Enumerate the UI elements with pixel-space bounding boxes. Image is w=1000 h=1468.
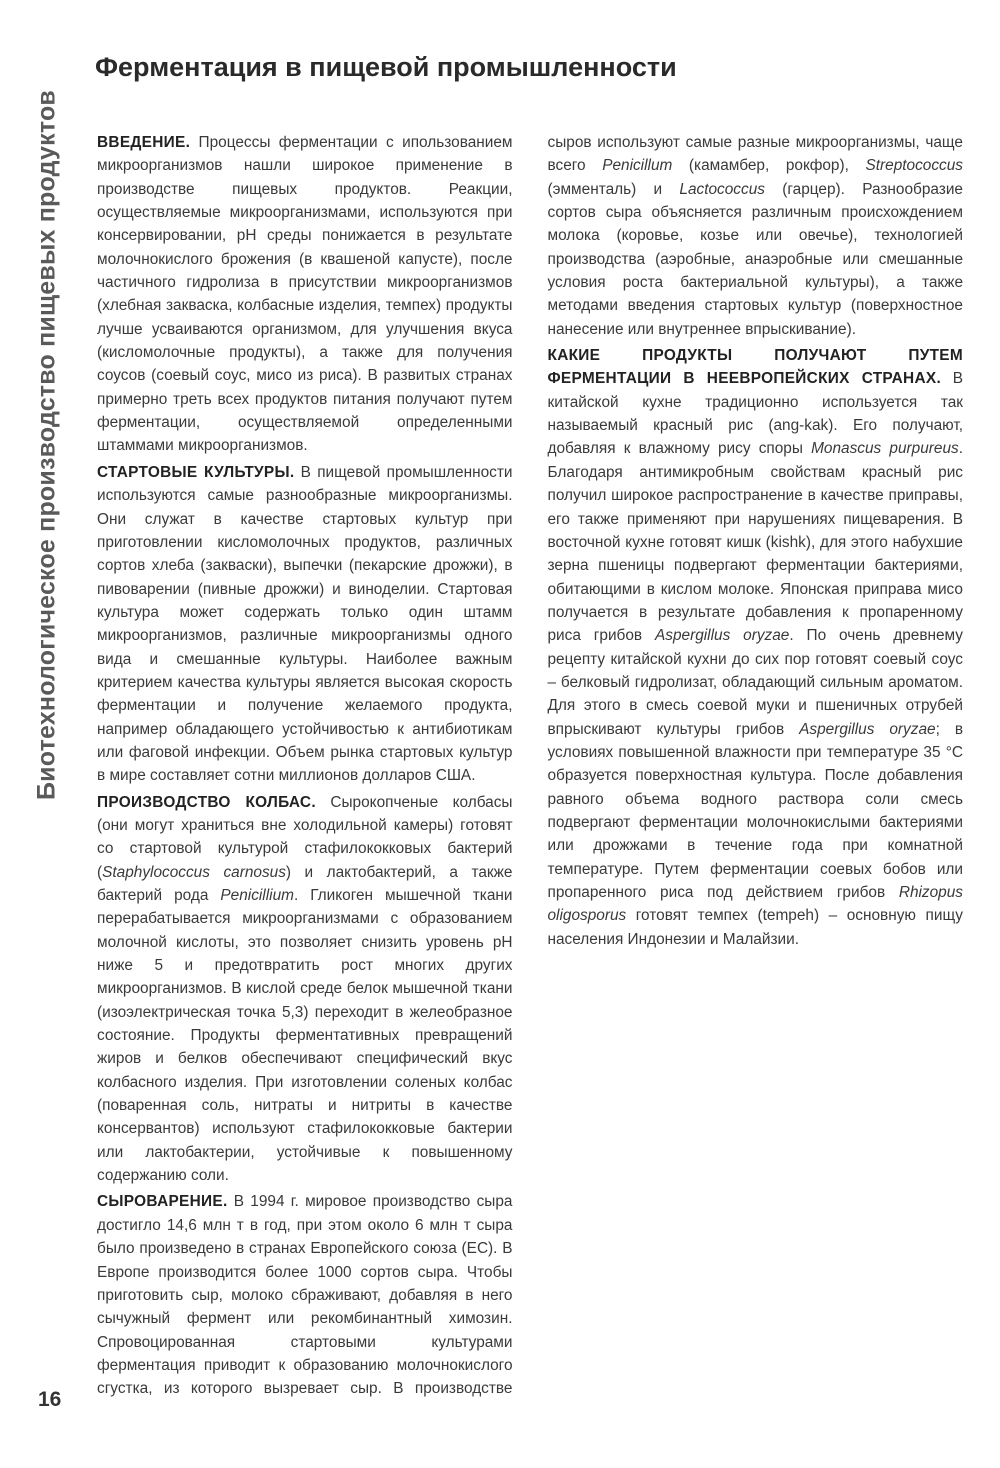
- paragraph-heading: ПРОИЗВОДСТВО КОЛБАС.: [97, 793, 316, 811]
- paragraph-heading: КАКИЕ ПРОДУКТЫ ПОЛУЧАЮТ ПУТЕМ ФЕРМЕНТАЦИИ В НЕЕВРОПЕЙСКИХ СТРАНАХ.: [547, 347, 963, 388]
- article-paragraph: [97, 791, 513, 1188]
- paragraph-text: ) и лактобактерий, а также бактерий рода: [97, 863, 513, 904]
- article-paragraph: [97, 461, 513, 788]
- paragraph-text: (эмменталь) и: [547, 180, 680, 198]
- paragraph-text: В пищевой промышленности используются самые разнообразные микроорганизмы. Они служат в качестве стартовых культур при приготовлении кисломолочных продуктов, различных сортов хлеба (закваски), выпечки (пекарские дрожжи), в пивоварении (пивные дрожжи) и виноделии. Стартовая культура может содержать только один штамм микроорганизмов, различные микроорганизмы одного вида и смешанные культуры. Наиболее важным критерием качества культуры является высокая скорость ферментации и получение желаемого продукта, например обладающего устойчивостью к антибиотикам или фаговой инфекции. Объем рынка стартовых культур в мире составляет сотни миллионов долларов США.: [97, 463, 513, 785]
- paragraph-text: В китайской кухне традиционно используется так называемый красный рис (ang-kak). Его получают, добавляя к влажному рису споры: [547, 370, 963, 458]
- latin-term: Lactococcus: [679, 180, 765, 198]
- paragraph-text: Процессы ферментации с ипользованием микроорганизмов нашли широкое применение в производстве пищевых продуктов. Реакции, осуществляемые микроорганизмами, используются при консервировании, pH среды понижается в результате молочнокислого брожения (в квашеной капусте), после частичного гидролиза в присутствии микроорганизмов (хлебная закваска, колбасные изделия, темпех) продукты лучше усваиваются организмом, для улучшения вкуса (кисломолочные продукты), а также для получения соусов (соевый соус, мисо из риса). В развитых странах примерно треть всех продуктов питания получают путем ферментации, осуществляемой определенными штаммами микроорганизмов.: [97, 134, 513, 455]
- paragraph-text: готовят темпех (tempeh) – основную пищу населения Индонезии и Малайзии.: [547, 907, 963, 948]
- paragraph-text: . По очень древнему рецепту китайской кухни до сих пор готовят соевый соус – белковый гидролизат, обладающий сильным ароматом. Для этого в смесь соевой муки и пшеничных отрубей впрыскивают культуры грибов: [547, 627, 963, 738]
- paragraph-text: . Благодаря антимикробным свойствам красный рис получил широкое распространение в качестве приправы, его также применяют при нарушениях пищеварения. В восточной кухне готовят кишк (kishk), для этого набухшие зерна пшеницы подвергают ферментации бактериями, обитающими в кислом молоке. Японская приправа мисо получается в результате добавления к пропаренному риса грибов: [547, 440, 963, 645]
- paragraph-text: ; в условиях повышенной влажности при температуре 35 °C образуется поверхностная культура. После добавления равного объема водного раствора соли смесь подвергают ферментации молочнокислыми бактериями или дрожжами в течение года при комнатной температуре. Путем ферментации соевых бобов или пропаренного риса под действием грибов: [547, 720, 963, 901]
- paragraph-text: (гарцер). Разнообразие сортов сыра объясняется различным происхождением молока (коровье, козье или овечье), технологией производства (аэробные, анаэробные или смешанные условия роста бактериальной культуры), а также методами введения стартовых культур (поверхностное нанесение или внутреннее впрыскивание).: [547, 180, 963, 338]
- paragraph-heading: СТАРТОВЫЕ КУЛЬТУРЫ.: [97, 463, 295, 481]
- latin-term: Aspergillus oryzae: [655, 627, 790, 645]
- article-paragraph: [548, 344, 964, 951]
- paragraph-text: . Гликоген мышечной ткани перерабатывается микроорганизмами с образованием молочной кислоты, это позволяет снизить уровень pH ниже 5 и предотвратить рост многих других микроорганизмов. В кислой среде белок мышечной ткани (изоэлектрическая точка 5,3) переходит в желеобразное состояние. Продукты ферментативных превращений жиров и белков обеспечивают специфический вкус колбасного изделия. При изготовлении соленых колбас (поваренная соль, нитраты и нитриты в качестве консервантов) используют стафилококковые бактерии или лактобактерии, устойчивые к повышенному содержанию соли.: [97, 887, 513, 1185]
- paragraph-text: Сырокопченые колбасы (они могут храниться вне холодильной камеры) готовят со стартовой культурой стафилококковых бактерий (: [97, 793, 513, 881]
- latin-term: Streptococcus: [865, 157, 963, 175]
- latin-term: Aspergillus oryzae: [799, 720, 936, 738]
- latin-term: Monascus purpureus: [811, 440, 959, 458]
- latin-term: Penicillum: [602, 157, 673, 175]
- latin-term: Penicillium: [220, 887, 294, 904]
- page-number: 16: [38, 1388, 62, 1411]
- article-paragraph: [97, 131, 513, 458]
- latin-term: Rhizopus oligosporus: [547, 884, 963, 925]
- paragraph-heading: ВВЕДЕНИЕ.: [97, 134, 191, 151]
- paragraph-text: В 1994 г. мировое производство сыра достигло 14,6 млн т в год, при этом около 6 млн т сыра было произведено в странах Европейского союза (ЕС). В Европе производится более 1000 сортов сыра. Чтобы приготовить сыр, молоко сбраживают, добавляя в него сычужный фермент или рекомбинантный химозин. Спровоцированная стартовыми культурами ферментация приводит к образованию молочнокислого сгустка, из которого вызревает сыр. В производстве сыров используют самые разные микроорганизмы, чаще всего: [97, 134, 963, 1398]
- paragraph-text: (камамбер, рокфор),: [672, 157, 866, 175]
- article-body: [97, 131, 963, 1416]
- latin-term: Staphylococcus carnosus: [102, 863, 286, 881]
- section-sidebar-title: Биотехнологическое производство пищевых продуктов: [32, 89, 61, 801]
- page-title: Ферментация в пищевой промышленности: [95, 52, 677, 82]
- paragraph-heading: СЫРОВАРЕНИЕ.: [97, 1193, 228, 1211]
